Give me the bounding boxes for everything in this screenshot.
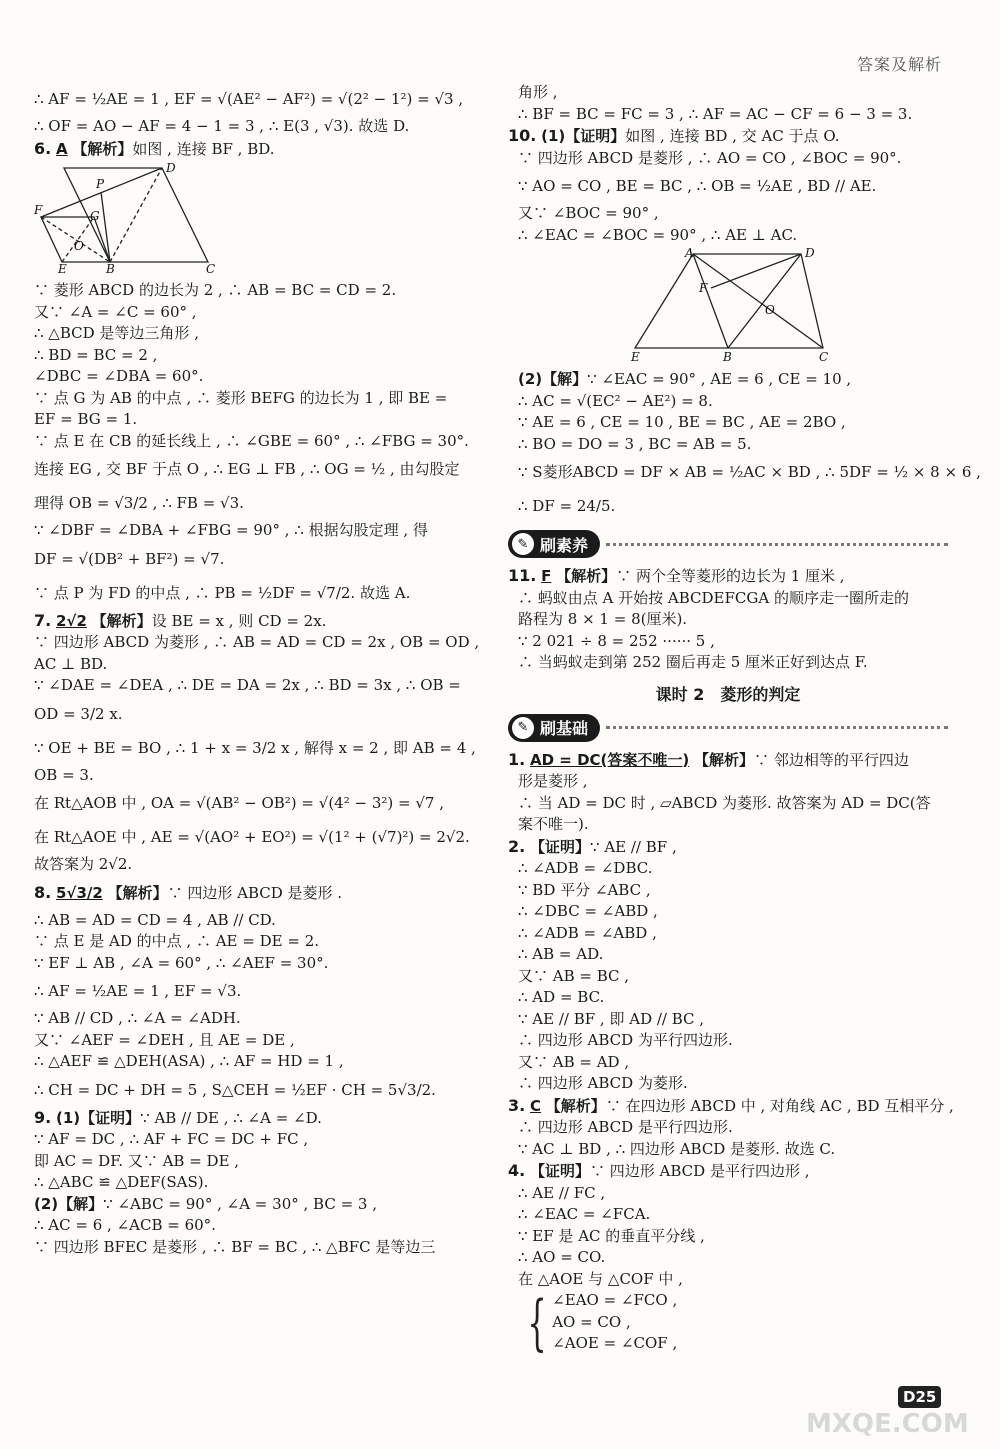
text-line: ∴ AB = AD. [518, 945, 604, 963]
right-question-2 [508, 836, 948, 859]
text-line: ∴ AE // FC , [518, 1183, 606, 1202]
label-f: F [699, 281, 708, 295]
question-9-part-2 [34, 1194, 479, 1216]
analysis-tag: 【解析】 [72, 139, 133, 158]
text-line: ∴ AF = ½AE = 1 , EF = √(AE² − AF²) = √(2² − 1²) = √3 , [34, 90, 464, 108]
text-line: 在 △AOE 与 △COF 中 , [518, 1269, 683, 1288]
label-g: G [90, 209, 100, 223]
text-line: ∵ 2 021 ÷ 8 = 252 ······ 5 , [518, 631, 715, 650]
text-line: 连接 EG , 交 BF 于点 O , ∴ EG ⊥ FB , ∴ OG = ½ , 由勾股定 [34, 460, 460, 478]
text-line: ∵ 点 G 为 AB 的中点 , ∴ 菱形 BEFG 的边长为 1 , 即 BE = [34, 388, 448, 407]
text-line: OD = 3/2 x. [34, 704, 123, 723]
question-text: 如图 , 连接 BF , BD. [132, 139, 275, 158]
label-p: P [96, 177, 105, 191]
text-line: ∴ ∠ADB = ∠DBC. [518, 859, 653, 877]
proof-tag: (1)【证明】 [541, 127, 626, 145]
text-line: ∴ △AEF ≌ △DEH(ASA) , ∴ AF = HD = 1 , [34, 1052, 344, 1070]
banner-label: 刷素养 [540, 535, 589, 555]
text-line: ∠EAO = ∠FCO , [552, 1291, 678, 1309]
text-line: ∴ 四边形 ABCD 为平行四边形. [518, 1031, 733, 1049]
question-8 [34, 876, 479, 910]
text-line: ∴ △BCD 是等边三角形 , [34, 324, 199, 342]
analysis-tag: 【解析】 [545, 1096, 606, 1115]
text-line: 即 AC = DF. 又∵ AB = DE , [34, 1151, 240, 1170]
rhombus-figure-6 [34, 162, 234, 274]
text-line: 角形 , [518, 83, 558, 101]
analysis-tag: 【解析】 [556, 567, 617, 585]
text-line: ∠AOE = ∠COF , [552, 1334, 678, 1352]
right-column [508, 82, 981, 1358]
brace-symbol: { [527, 1288, 547, 1358]
text-line: 故答案为 2√2. [34, 855, 133, 873]
question-6 [34, 138, 479, 161]
segment-bd [110, 168, 162, 262]
text-line: ∵ 点 E 是 AD 的中点 , ∴ AE = DE = 2. [34, 932, 320, 950]
text-line: 又∵ ∠AEF = ∠DEH , 且 AE = DE , [34, 1030, 295, 1049]
divider [606, 543, 948, 546]
solution-tag: (2)【解】 [34, 1194, 104, 1213]
banner-pill [508, 714, 600, 742]
text-line: ∵ 菱形 ABCD 的边长为 2 , ∴ AB = BC = CD = 2. [34, 281, 397, 299]
solution-tag: (2)【解】 [518, 370, 588, 388]
text-line: ∴ DF = 24/5. [518, 497, 616, 515]
figure-outline [635, 254, 823, 348]
text-line: ∴ ∠EAC = ∠FCA. [518, 1205, 651, 1223]
question-10-part-2 [508, 369, 948, 391]
segment-ab [693, 254, 728, 348]
question-7 [34, 610, 479, 633]
text-line: ∴ OF = AO − AF = 4 − 1 = 3 , ∴ E(3 , √3). 故选 D. [34, 117, 410, 135]
question-text: 如图 , 连接 BD , 交 AC 于点 O. [625, 127, 840, 145]
text-line: ∵ ∠DAE = ∠DEA , ∴ DE = DA = 2x , ∴ BD = 3x , ∴ OB = [34, 676, 461, 694]
right-question-4 [508, 1160, 948, 1183]
page-number: D25 [898, 1386, 941, 1408]
text-line: ∴ AC = √(EC² − AE²) = 8. [518, 391, 713, 410]
text-line: ∵ ∠DBF = ∠DBA + ∠FBG = 90° , ∴ 根据勾股定理 , 得 [34, 521, 428, 539]
text-line: ∴ ∠EAC = ∠BOC = 90° , ∴ AE ⊥ AC. [518, 225, 798, 244]
question-text: ∵ 四边形 ABCD 是平行四边形 , [590, 1162, 810, 1180]
question-number: 4. [508, 1161, 526, 1180]
answer: A [56, 139, 68, 158]
question-text: ∵ 邻边相等的平行四边 [754, 750, 909, 769]
text-line: ∴ 四边形 ABCD 是平行四边形. [518, 1118, 733, 1136]
question-text: ∵ 在四边形 ABCD 中 , 对角线 AC , BD 互相平分 , [605, 1096, 954, 1115]
label-o: O [74, 239, 84, 253]
proof-tag: 【证明】 [530, 837, 591, 856]
question-number: 3. [508, 1095, 526, 1115]
question-text: 设 BE = x , 则 CD = 2x. [151, 611, 327, 630]
text-line: ∴ AC = 6 , ∠ACB = 60°. [34, 1216, 216, 1234]
divider [606, 726, 948, 729]
text-line: ∵ 四边形 ABCD 是菱形 , ∴ AO = CO , ∠BOC = 90°. [518, 148, 902, 167]
brush-icon: ✎ [512, 717, 534, 739]
text-line: ∴ ∠ADB = ∠ABD , [518, 923, 657, 942]
answer: AD = DC(答案不唯一) [530, 750, 690, 769]
condition-brace [508, 1290, 948, 1356]
text-line: AO = CO , [552, 1312, 631, 1331]
text-line: 在 Rt△AOB 中 , OA = √(AB² − OB²) = √(4² − 3²) = √7 , [34, 794, 444, 812]
question-9 [34, 1107, 479, 1130]
text-line: 案不唯一). [518, 815, 589, 833]
text-line: ∴ AF = ½AE = 1 , EF = √3. [34, 982, 242, 1000]
section-title: 课时 2 菱形的判定 [655, 684, 801, 704]
label-e: E [58, 262, 67, 274]
answer: F [541, 567, 552, 585]
text-line: ∠DBC = ∠DBA = 60°. [34, 367, 204, 385]
question-text: ∵ 四边形 ABCD 是菱形 . [167, 883, 343, 902]
text-line: ∵ 点 E 在 CB 的延长线上 , ∴ ∠GBE = 60° , ∴ ∠FBG = 30°. [34, 431, 469, 450]
answer: 2√2 [56, 611, 87, 630]
text-line: ∴ △ABC ≌ △DEF(SAS). [34, 1173, 209, 1191]
analysis-tag: 【解析】 [91, 611, 152, 630]
brace-lines [552, 1290, 677, 1356]
text-line: ∵ AB // CD , ∴ ∠A = ∠ADH. [34, 1009, 241, 1027]
text-line: 在 Rt△AOE 中 , AE = √(AO² + EO²) = √(1² + (√7)²) = 2√2. [34, 828, 470, 846]
text-line: ∴ AB = AD = CD = 4 , AB // CD. [34, 910, 276, 929]
brush-icon: ✎ [512, 533, 534, 555]
text-line: ∴ 当 AD = DC 时 , ▱ABCD 为菱形. 故答案为 AD = DC(答 [518, 793, 931, 812]
question-text: ∵ AE // BF , [590, 837, 677, 856]
analysis-tag: 【解析】 [107, 883, 168, 902]
text-line: ∴ AO = CO. [518, 1248, 606, 1266]
question-number: 6. [34, 138, 52, 158]
proof-tag: (1)【证明】 [56, 1108, 141, 1127]
text-line: ∴ 蚂蚁由点 A 开始按 ABCDEFCGA 的顺序走一圈所走的 [518, 588, 909, 607]
text-line: ∴ 当蚂蚁走到第 252 圈后再走 5 厘米正好到达点 F. [518, 653, 868, 671]
analysis-tag: 【解析】 [694, 750, 755, 769]
text-line: ∵ EF ⊥ AB , ∠A = 60° , ∴ ∠AEF = 30°. [34, 953, 329, 972]
question-text: ∵ AB // DE , ∴ ∠A = ∠D. [140, 1108, 322, 1127]
text-line: 又∵ ∠A = ∠C = 60° , [34, 302, 197, 321]
label-b: B [106, 262, 115, 274]
question-number: 9. [34, 1107, 52, 1127]
text-line: ∵ AF = DC , ∴ AF + FC = DC + FC , [34, 1130, 309, 1148]
label-d: D [805, 248, 815, 260]
text-line: 形是菱形 , [518, 772, 588, 790]
text-line: ∵ S菱形ABCD = DF × AB = ½AC × BD , ∴ 5DF = ½ × 8 × 6 , [518, 463, 981, 481]
quadrilateral-figure-10 [623, 248, 883, 363]
question-number: 1. [508, 749, 526, 769]
question-11 [508, 565, 948, 588]
label-c: C [819, 350, 829, 363]
label-o: O [765, 303, 775, 317]
label-a: A [685, 248, 694, 260]
text-line: OB = 3. [34, 765, 94, 784]
label-e: E [631, 350, 640, 363]
label-b: B [723, 350, 732, 363]
section-banner-jichu [508, 713, 948, 743]
question-text: ∵ ∠ABC = 90° , ∠A = 30° , BC = 3 , [103, 1194, 378, 1213]
question-text: ∵ 两个全等菱形的边长为 1 厘米 , [616, 567, 845, 585]
text-line: 理得 OB = √3/2 , ∴ FB = √3. [34, 494, 244, 512]
text-line: ∵ EF 是 AC 的垂直平分线 , [518, 1226, 705, 1245]
text-line: ∴ CH = DC + DH = 5 , S△CEH = ½EF · CH = 5√3/2. [34, 1080, 436, 1099]
label-d: D [166, 162, 176, 175]
text-line: ∵ 四边形 ABCD 为菱形 , ∴ AB = AD = CD = 2x , OB = OD , [34, 633, 480, 651]
text-line: 又∵ AB = BC , [518, 966, 630, 985]
text-line: AC ⊥ BD. [34, 654, 108, 673]
text-line: ∵ BD 平分 ∠ABC , [518, 880, 651, 899]
text-line: ∵ OE + BE = BO , ∴ 1 + x = 3/2 x , 解得 x = 2 , 即 AB = 4 , [34, 738, 476, 757]
answer: 5√3/2 [56, 883, 103, 902]
question-number: 8. [34, 882, 52, 902]
text-line: ∴ 四边形 ABCD 为菱形. [518, 1074, 688, 1092]
right-question-3 [508, 1095, 954, 1118]
question-text: ∵ ∠EAC = 90° , AE = 6 , CE = 10 , [587, 370, 852, 388]
label-f: F [34, 203, 43, 217]
text-line: ∵ AE = 6 , CE = 10 , BE = BC , AE = 2BO , [518, 413, 846, 431]
text-line: ∵ AO = CO , BE = BC , ∴ OB = ½AE , BD // AE. [518, 177, 877, 195]
question-number: 7. [34, 610, 52, 630]
text-line: 路程为 8 × 1 = 8(厘米). [518, 610, 688, 628]
banner-label: 刷基础 [540, 719, 589, 738]
text-line: ∴ AD = BC. [518, 988, 605, 1006]
proof-tag: 【证明】 [530, 1162, 591, 1180]
question-number: 11. [508, 566, 537, 585]
site-watermark [800, 1362, 980, 1442]
label-c: C [206, 262, 216, 274]
text-line: ∵ AE // BF , 即 AD // BC , [518, 1009, 705, 1028]
question-number: 10. [508, 126, 537, 145]
text-line: ∵ 四边形 BFEC 是菱形 , ∴ BF = BC , ∴ △BFC 是等边三 [34, 1237, 436, 1256]
banner-pill [508, 530, 600, 558]
section-banner-suyang [508, 529, 948, 559]
text-line: ∴ BD = BC = 2 , [34, 345, 158, 364]
text-line: ∴ ∠DBC = ∠ABD , [518, 902, 658, 920]
question-number: 2. [508, 836, 526, 856]
segment-ac [693, 254, 823, 348]
watermark-text: MXQE.COM [806, 1409, 969, 1439]
rhombus-abcd [64, 168, 208, 262]
text-line: ∵ 点 P 为 FD 的中点 , ∴ PB = ½DF = √7/2. 故选 A. [34, 583, 411, 602]
text-line: 又∵ AB = AD , [518, 1052, 630, 1071]
text-line: EF = BG = 1. [34, 410, 138, 428]
text-line: DF = √(DB² + BF²) = √7. [34, 549, 225, 568]
text-line: ∴ BF = BC = FC = 3 , ∴ AF = AC − CF = 6 − 3 = 3. [518, 104, 913, 123]
question-10 [508, 125, 948, 148]
left-column [34, 82, 479, 1258]
text-line: 又∵ ∠BOC = 90° , [518, 204, 659, 222]
text-line: ∴ BO = DO = 3 , BC = AB = 5. [518, 434, 752, 453]
page-header: 答案及解析 [856, 55, 942, 74]
text-line: ∵ AC ⊥ BD , ∴ 四边形 ABCD 是菱形. 故选 C. [518, 1139, 836, 1158]
right-question-1 [508, 749, 948, 772]
answer: C [530, 1096, 542, 1115]
